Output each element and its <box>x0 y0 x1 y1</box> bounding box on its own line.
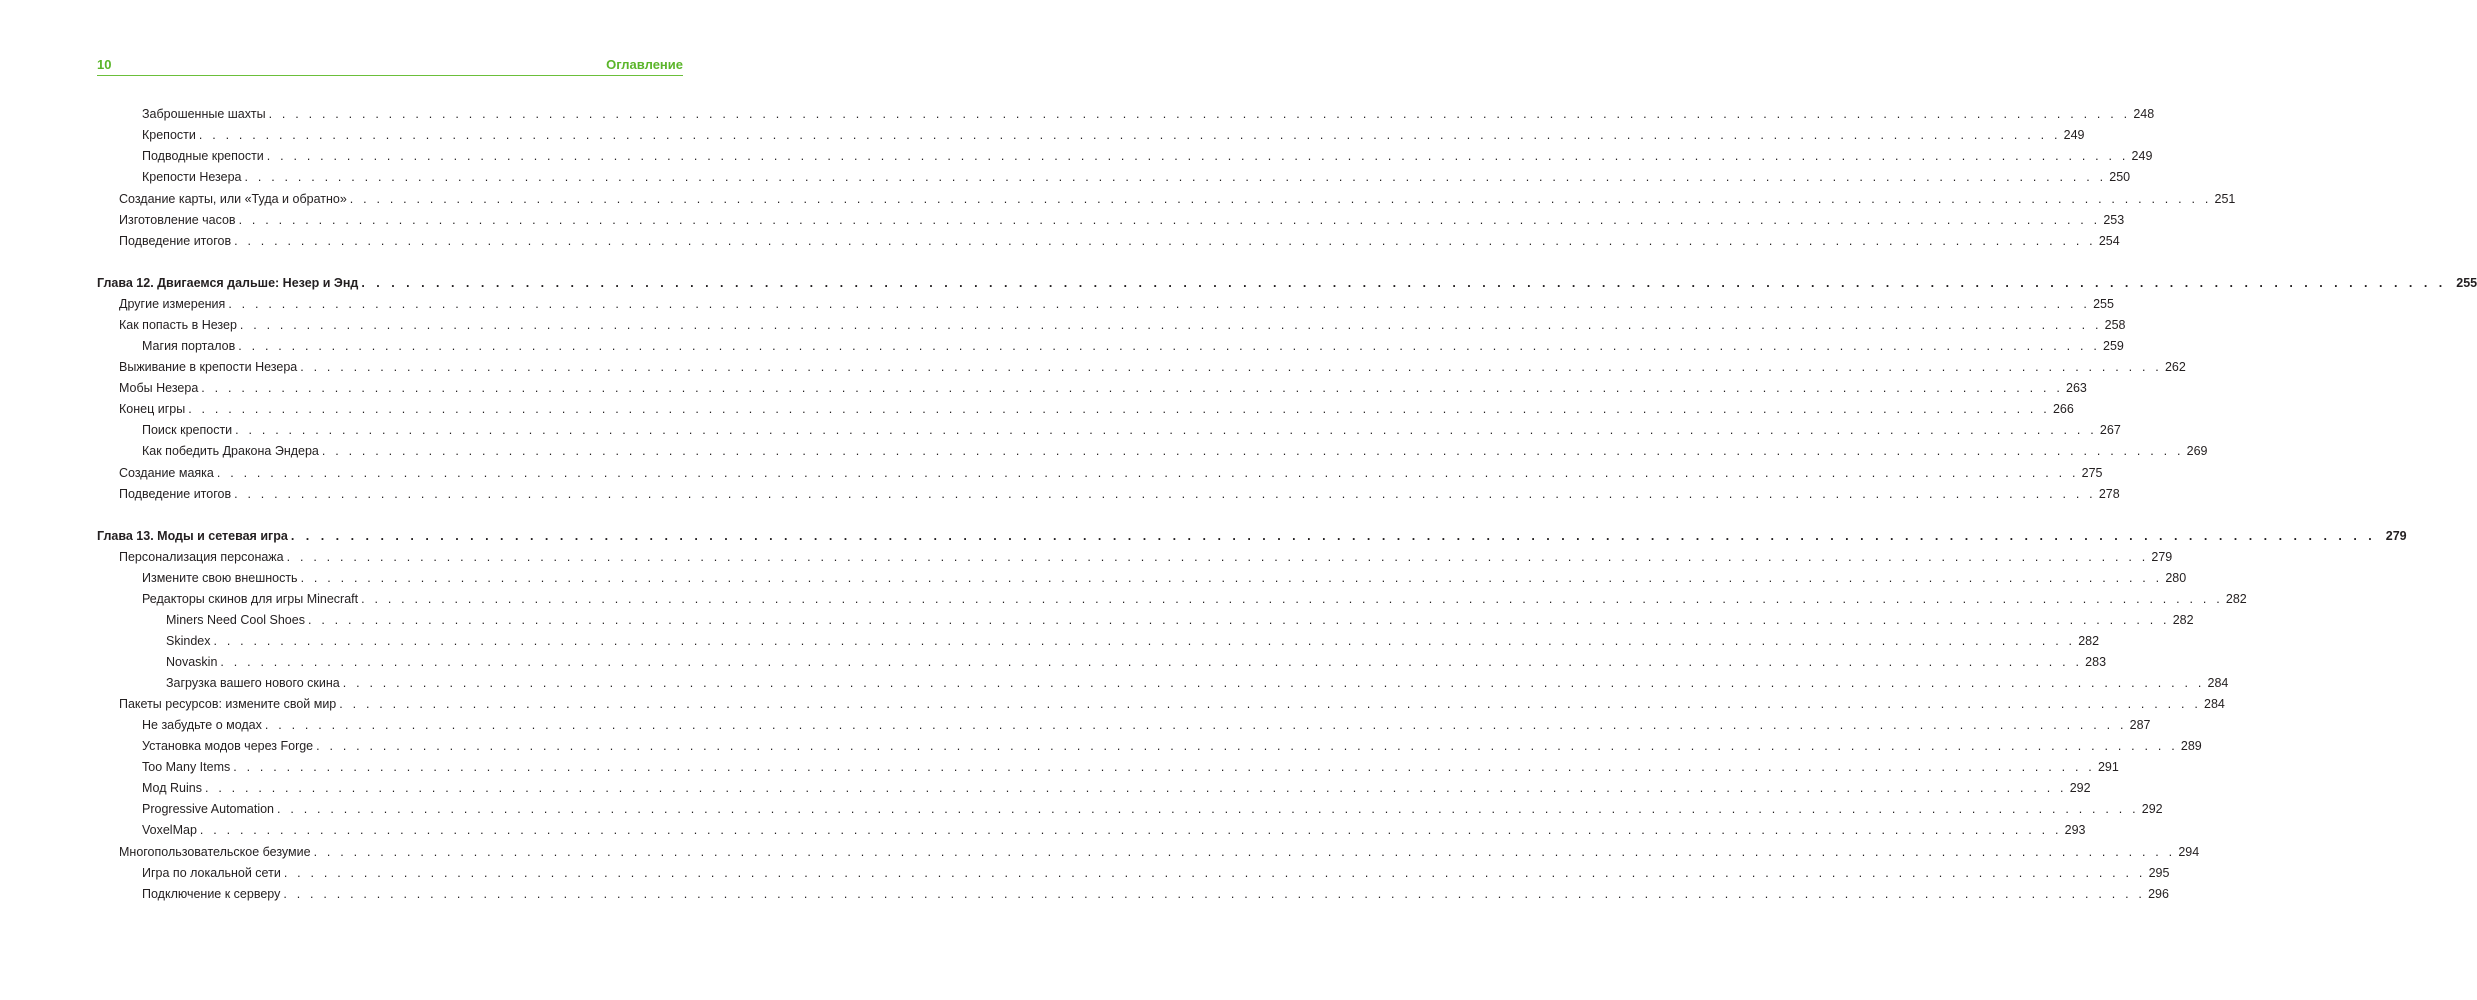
toc-page-number: 248 <box>2133 107 2155 121</box>
toc-leader-dots: . . . . . . . . . . . . . . . . . . . . . . . . . . . . . . . . . . . . . . . . . . . . . . . . . . . . . . . . . . . . . . . . . . . . . . . . . . . . . . . . . . . . . . . . . . . . . . . . . . . . . . . . . . . . . . . . . . . . . . . . . . . . . . . . . . . . . . . . . . . . <box>238 339 2100 353</box>
toc-leader-dots: . . . . . . . . . . . . . . . . . . . . . . . . . . . . . . . . . . . . . . . . . . . . . . . . . . . . . . . . . . . . . . . . . . . . . . . . . . . . . . . . . . . . . . . . . . . . . . . . . . . . . . . . . . . . . . . . . . . . . . . . . . . . . . . . . . . . . . . . . . . . <box>216 466 2079 480</box>
toc-entry-title: Глава 13. Моды и сетевая игра <box>97 529 288 543</box>
toc-entry-title: Изготовление часов <box>119 213 236 227</box>
toc-leader-dots: . . . . . . . . . . . . . . . . . . . . . . . . . . . . . . . . . . . . . . . . . . . . . . . . . . . . . . . . . . . . . . . . . . . . . . . . . . . . . . . . . . . . . . . . . . . . . . . . . . . . . . . . . . . . . . . . . . . . . . . . . . . . . . . . . . . . . . . . . . . . <box>349 192 2212 206</box>
toc-entry-title: Измените свою внешность <box>142 571 298 585</box>
toc-leader-dots: . . . . . . . . . . . . . . . . . . . . . . . . . . . . . . . . . . . . . . . . . . . . . . . . . . . . . . . . . . . . . . . . . . . . . . . . . . . . . . . . . . . . . . . . . . . . . . . . . . . . . . . . . . . . . . . . . . . . . . . . . . . . . . . . . . . . . . . . . . . . <box>220 655 2083 669</box>
toc-page-number: 293 <box>2064 823 2086 837</box>
toc-entry-title: Novaskin <box>166 655 218 669</box>
toc-entry-title: Конец игры <box>119 402 186 416</box>
toc-entry-title: Заброшенные шахты <box>142 107 266 121</box>
toc-entry-row <box>142 589 2247 609</box>
toc-leader-dots: . . . . . . . . . . . . . . . . . . . . . . . . . . . . . . . . . . . . . . . . . . . . . . . . . . . . . . . . . . . . . . . . . . . . . . . . . . . . . . . . . . . . . . . . . . . . . . . . . . . . . . . . . . . . . . . . . . . . . . . . . . . . . . . . . . . . . . . . . . . . <box>339 697 2201 711</box>
toc-entry-row <box>142 167 2131 187</box>
toc-entry-row <box>142 736 2202 756</box>
toc-page-number: 249 <box>2063 128 2085 142</box>
toc-entry-row <box>142 146 2153 166</box>
toc-entry-row <box>119 315 2126 335</box>
toc-entry-title: Подведение итогов <box>119 234 232 248</box>
toc-page-number: 296 <box>2148 887 2169 901</box>
toc-page-number: 284 <box>2207 676 2229 690</box>
toc-leader-dots: . . . . . . . . . . . . . . . . . . . . . . . . . . . . . . . . . . . . . . . . . . . . . . . . . . . . . . . . . . . . . . . . . . . . . . . . . . . . . . . . . . . . . . . . . . . . . . . . . . . . . . . . . . . . . . . . . . . . . . . . . . . . . . . . . . . . . . . . . . . . <box>307 613 2170 627</box>
toc-entry-row <box>142 104 2155 124</box>
toc-entry-row <box>142 884 2169 904</box>
toc-entry-row <box>119 399 2074 419</box>
toc-entry-row <box>166 673 2229 693</box>
toc-entry-row <box>119 547 2173 567</box>
toc-leader-dots: . . . . . . . . . . . . . . . . . . . . . . . . . . . . . . . . . . . . . . . . . . . . . . . . . . . . . . . . . . . . . . . . . . . . . . . . . . . . . . . . . . . . . . . . . . . . . . . . . . . . . . . . . . . . . . . . . . . . . . . . . . . . . . . . . . . . . . . . . . . . <box>204 781 2067 795</box>
toc-entry-row <box>166 610 2194 630</box>
toc-leader-dots: . . . . . . . . . . . . . . . . . . . . . . . . . . . . . . . . . . . . . . . . . . . . . . . . . . . . . . . . . . . . . . . . . . . . . . . . . . . . . . . . . . . . . . . . . . . . . . . . . . . . . . . . . . . . . . . . . . . . . . . . . . . . . . . . . . . . . . . . . . . . <box>266 149 2129 163</box>
toc-entry-row <box>119 210 2125 230</box>
toc-page-number: 250 <box>2109 170 2131 184</box>
toc-entry-row <box>119 463 2103 483</box>
toc-leader-dots: . . . . . . . . . . . . . . . . . . . . . . . . . . . . . . . . . . . . . . . . . . . . . . . . . . . . . . . . . . . . . . . . . . . . . . . . . . . . . . . . . . . . . . . . . . . . . . . . . . . . . . . . . . . . . . . . . . . . . . . . . . . . . . . . . . . . . . . . . . . . <box>238 213 2101 227</box>
toc-leader-dots: . . . . . . . . . . . . . . . . . . . . . . . . . . . . . . . . . . . . . . . . . . . . . . . . . . . . . . . . . . . . . . . . . . . . . . . . . . . . . . . . . . . . . . . . . . . . . . . . . . . . . . . . . . . . . . . . . . . . . . . . . . . . . . . . . . . . . . . . . . . . <box>290 529 2376 543</box>
toc-page-number: 280 <box>2165 571 2187 585</box>
toc-page-number: 279 <box>2151 550 2173 564</box>
toc-entry-row <box>119 484 2120 504</box>
toc-entry-title: VoxelMap <box>142 823 197 837</box>
toc-entry-title: Многопользовательское безумие <box>119 845 311 859</box>
toc-leader-dots: . . . . . . . . . . . . . . . . . . . . . . . . . . . . . . . . . . . . . . . . . . . . . . . . . . . . . . . . . . . . . . . . . . . . . . . . . . . . . . . . . . . . . . . . . . . . . . . . . . . . . . . . . . . . . . . . . . . . . . . . . . . . . . . . . . . . . . . . . . . . <box>188 402 2050 416</box>
toc-leader-dots: . . . . . . . . . . . . . . . . . . . . . . . . . . . . . . . . . . . . . . . . . . . . . . . . . . . . . . . . . . . . . . . . . . . . . . . . . . . . . . . . . . . . . . . . . . . . . . . . . . . . . . . . . . . . . . . . . . . . . . . . . . . . . . . . . . . . . . . . . . . . <box>268 107 2131 121</box>
toc-chapter-row <box>97 526 2407 546</box>
toc-entry-title: Мобы Незера <box>119 381 199 395</box>
toc-page-number: 259 <box>2103 339 2124 353</box>
toc-page-number: 294 <box>2178 845 2200 859</box>
toc-page-number: 253 <box>2103 213 2125 227</box>
toc-entry-title: Мод Ruins <box>142 781 202 795</box>
toc-page-number: 258 <box>2104 318 2126 332</box>
toc-leader-dots: . . . . . . . . . . . . . . . . . . . . . . . . . . . . . . . . . . . . . . . . . . . . . . . . . . . . . . . . . . . . . . . . . . . . . . . . . . . . . . . . . . . . . . . . . . . . . . . . . . . . . . . . . . . . . . . . . . . . . . . . . . . . . . . . . . . . . . . . . . . . <box>342 676 2205 690</box>
toc-entry-row <box>119 694 2225 714</box>
toc-entry-row <box>142 778 2091 798</box>
toc-entry-row <box>166 631 2100 651</box>
toc-page-number: 289 <box>2180 739 2202 753</box>
toc-entry-title: Крепости Незера <box>142 170 242 184</box>
toc-entry-title: Редакторы скинов для игры Minecraft <box>142 592 359 606</box>
toc-leader-dots: . . . . . . . . . . . . . . . . . . . . . . . . . . . . . . . . . . . . . . . . . . . . . . . . . . . . . . . . . . . . . . . . . . . . . . . . . . . . . . . . . . . . . . . . . . . . . . . . . . . . . . . . . . . . . . . . . . . . . . . . . . . . . . . . . . . . . . . . . . . . <box>213 634 2076 648</box>
toc-page-number: 279 <box>2385 529 2407 543</box>
toc-entry-title: Skindex <box>166 634 211 648</box>
toc-entry-row <box>142 568 2187 588</box>
toc-leader-dots: . . . . . . . . . . . . . . . . . . . . . . . . . . . . . . . . . . . . . . . . . . . . . . . . . . . . . . . . . . . . . . . . . . . . . . . . . . . . . . . . . . . . . . . . . . . . . . . . . . . . . . . . . . . . . . . . . . . . . . . . . . . . . . . . . . . . . . . . . . . . <box>313 845 2176 859</box>
toc-leader-dots: . . . . . . . . . . . . . . . . . . . . . . . . . . . . . . . . . . . . . . . . . . . . . . . . . . . . . . . . . . . . . . . . . . . . . . . . . . . . . . . . . . . . . . . . . . . . . . . . . . . . . . . . . . . . . . . . . . . . . . . . . . . . . . . . . . . . . . . . . . . . <box>300 571 2163 585</box>
toc-page-number: 292 <box>2069 781 2091 795</box>
toc-leader-dots: . . . . . . . . . . . . . . . . . . . . . . . . . . . . . . . . . . . . . . . . . . . . . . . . . . . . . . . . . . . . . . . . . . . . . . . . . . . . . . . . . . . . . . . . . . . . . . . . . . . . . . . . . . . . . . . . . . . . . . . . . . . . . . . . . . . . . . . . . . . . <box>244 170 2107 184</box>
toc-page-number: 282 <box>2078 634 2100 648</box>
toc-chapter-row <box>97 273 2477 293</box>
toc-entry-title: Персонализация персонажа <box>119 550 284 564</box>
toc-entry-title: Крепости <box>142 128 196 142</box>
toc-entry-title: Установка модов через Forge <box>142 739 314 753</box>
toc-entry-title: Создание маяка <box>119 466 214 480</box>
toc-leader-dots: . . . . . . . . . . . . . . . . . . . . . . . . . . . . . . . . . . . . . . . . . . . . . . . . . . . . . . . . . . . . . . . . . . . . . . . . . . . . . . . . . . . . . . . . . . . . . . . . . . . . . . . . . . . . . . . . . . . . . . . . . . . . . . . . . . . . . . . . . . . . <box>286 550 2149 564</box>
toc-page-number: 266 <box>2052 402 2074 416</box>
toc-page-number: 251 <box>2214 192 2236 206</box>
toc-page-number: 292 <box>2141 802 2163 816</box>
toc-leader-dots: . . . . . . . . . . . . . . . . . . . . . . . . . . . . . . . . . . . . . . . . . . . . . . . . . . . . . . . . . . . . . . . . . . . . . . . . . . . . . . . . . . . . . . . . . . . . . . . . . . . . . . . . . . . . . . . . . . . . . . . . . . . . . . . . . . . . . . . . . . . . <box>264 718 2127 732</box>
running-title: Оглавление <box>606 57 683 72</box>
toc-page-number: 295 <box>2148 866 2170 880</box>
toc-entry-row <box>142 863 2170 883</box>
toc-page-number: 262 <box>2164 360 2186 374</box>
toc-leader-dots: . . . . . . . . . . . . . . . . . . . . . . . . . . . . . . . . . . . . . . . . . . . . . . . . . . . . . . . . . . . . . . . . . . . . . . . . . . . . . . . . . . . . . . . . . . . . . . . . . . . . . . . . . . . . . . . . . . . . . . . . . . . . . . . . . . . . . . . . . . . . <box>361 592 2223 606</box>
toc-entry-title: Магия порталов <box>142 339 236 353</box>
page-header <box>97 57 683 75</box>
toc-entry-title: Подключение к серверу <box>142 887 281 901</box>
toc-entry-row <box>142 441 2208 461</box>
toc-page-number: 255 <box>2456 276 2477 290</box>
toc-entry-title: Пакеты ресурсов: измените свой мир <box>119 697 337 711</box>
toc-page-number: 291 <box>2097 760 2119 774</box>
toc-page-number: 278 <box>2098 487 2120 501</box>
toc-entry-row <box>119 189 2236 209</box>
toc-entry-row <box>119 357 2186 377</box>
toc-entry-title: Игра по локальной сети <box>142 866 281 880</box>
toc-entry-title: Miners Need Cool Shoes <box>166 613 305 627</box>
toc-leader-dots: . . . . . . . . . . . . . . . . . . . . . . . . . . . . . . . . . . . . . . . . . . . . . . . . . . . . . . . . . . . . . . . . . . . . . . . . . . . . . . . . . . . . . . . . . . . . . . . . . . . . . . . . . . . . . . . . . . . . . . . . . . . . . . . . . . . . . . . . . . . . <box>321 444 2184 458</box>
toc-leader-dots: . . . . . . . . . . . . . . . . . . . . . . . . . . . . . . . . . . . . . . . . . . . . . . . . . . . . . . . . . . . . . . . . . . . . . . . . . . . . . . . . . . . . . . . . . . . . . . . . . . . . . . . . . . . . . . . . . . . . . . . . . . . . . . . . . . . . . . . . . . . . <box>361 276 2447 290</box>
toc-leader-dots: . . . . . . . . . . . . . . . . . . . . . . . . . . . . . . . . . . . . . . . . . . . . . . . . . . . . . . . . . . . . . . . . . . . . . . . . . . . . . . . . . . . . . . . . . . . . . . . . . . . . . . . . . . . . . . . . . . . . . . . . . . . . . . . . . . . . . . . . . . . . <box>228 297 2091 311</box>
toc-entry-title: Подводные крепости <box>142 149 264 163</box>
toc-entry-row <box>142 336 2124 356</box>
toc-entry-row <box>142 757 2119 777</box>
toc-entry-row <box>166 652 2107 672</box>
toc-page-number: 269 <box>2186 444 2208 458</box>
toc-page-number: 275 <box>2081 466 2103 480</box>
toc-page-number: 284 <box>2204 697 2225 711</box>
toc-page-number: 287 <box>2129 718 2151 732</box>
toc-leader-dots: . . . . . . . . . . . . . . . . . . . . . . . . . . . . . . . . . . . . . . . . . . . . . . . . . . . . . . . . . . . . . . . . . . . . . . . . . . . . . . . . . . . . . . . . . . . . . . . . . . . . . . . . . . . . . . . . . . . . . . . . . . . . . . . . . . . . . . . . . . . . <box>239 318 2102 332</box>
toc-page-number: 255 <box>2093 297 2114 311</box>
toc-entry-title: Progressive Automation <box>142 802 275 816</box>
toc-leader-dots: . . . . . . . . . . . . . . . . . . . . . . . . . . . . . . . . . . . . . . . . . . . . . . . . . . . . . . . . . . . . . . . . . . . . . . . . . . . . . . . . . . . . . . . . . . . . . . . . . . . . . . . . . . . . . . . . . . . . . . . . . . . . . . . . . . . . . . . . . . . . <box>234 234 2096 248</box>
toc-leader-dots: . . . . . . . . . . . . . . . . . . . . . . . . . . . . . . . . . . . . . . . . . . . . . . . . . . . . . . . . . . . . . . . . . . . . . . . . . . . . . . . . . . . . . . . . . . . . . . . . . . . . . . . . . . . . . . . . . . . . . . . . . . . . . . . . . . . . . . . . . . . . <box>201 381 2064 395</box>
toc-entry-row <box>119 378 2087 398</box>
toc-entry-title: Подведение итогов <box>119 487 232 501</box>
toc-leader-dots: . . . . . . . . . . . . . . . . . . . . . . . . . . . . . . . . . . . . . . . . . . . . . . . . . . . . . . . . . . . . . . . . . . . . . . . . . . . . . . . . . . . . . . . . . . . . . . . . . . . . . . . . . . . . . . . . . . . . . . . . . . . . . . . . . . . . . . . . . . . . <box>198 128 2061 142</box>
toc-entry-row <box>142 420 2121 440</box>
toc-leader-dots: . . . . . . . . . . . . . . . . . . . . . . . . . . . . . . . . . . . . . . . . . . . . . . . . . . . . . . . . . . . . . . . . . . . . . . . . . . . . . . . . . . . . . . . . . . . . . . . . . . . . . . . . . . . . . . . . . . . . . . . . . . . . . . . . . . . . . . . . . . . . <box>234 487 2096 501</box>
toc-entry-row <box>119 294 2114 314</box>
toc-page-number: 254 <box>2098 234 2120 248</box>
toc-entry-row <box>142 820 2086 840</box>
toc-page-number: 282 <box>2225 592 2247 606</box>
toc-entry-title: Другие измерения <box>119 297 226 311</box>
toc-entry-title: Глава 12. Двигаемся дальше: Незер и Энд <box>97 276 359 290</box>
toc-entry-row <box>119 231 2120 251</box>
toc-page-number: 249 <box>2131 149 2153 163</box>
toc-leader-dots: . . . . . . . . . . . . . . . . . . . . . . . . . . . . . . . . . . . . . . . . . . . . . . . . . . . . . . . . . . . . . . . . . . . . . . . . . . . . . . . . . . . . . . . . . . . . . . . . . . . . . . . . . . . . . . . . . . . . . . . . . . . . . . . . . . . . . . . . . . . . <box>316 739 2178 753</box>
toc-leader-dots: . . . . . . . . . . . . . . . . . . . . . . . . . . . . . . . . . . . . . . . . . . . . . . . . . . . . . . . . . . . . . . . . . . . . . . . . . . . . . . . . . . . . . . . . . . . . . . . . . . . . . . . . . . . . . . . . . . . . . . . . . . . . . . . . . . . . . . . . . . . . <box>283 866 2146 880</box>
toc-leader-dots: . . . . . . . . . . . . . . . . . . . . . . . . . . . . . . . . . . . . . . . . . . . . . . . . . . . . . . . . . . . . . . . . . . . . . . . . . . . . . . . . . . . . . . . . . . . . . . . . . . . . . . . . . . . . . . . . . . . . . . . . . . . . . . . . . . . . . . . . . . . . <box>300 360 2162 374</box>
toc-entry-title: Загрузка вашего нового скина <box>166 676 340 690</box>
toc-entry-row <box>142 125 2085 145</box>
toc-leader-dots: . . . . . . . . . . . . . . . . . . . . . . . . . . . . . . . . . . . . . . . . . . . . . . . . . . . . . . . . . . . . . . . . . . . . . . . . . . . . . . . . . . . . . . . . . . . . . . . . . . . . . . . . . . . . . . . . . . . . . . . . . . . . . . . . . . . . . . . . . . . . <box>283 887 2146 901</box>
toc-leader-dots: . . . . . . . . . . . . . . . . . . . . . . . . . . . . . . . . . . . . . . . . . . . . . . . . . . . . . . . . . . . . . . . . . . . . . . . . . . . . . . . . . . . . . . . . . . . . . . . . . . . . . . . . . . . . . . . . . . . . . . . . . . . . . . . . . . . . . . . . . . . . <box>277 802 2139 816</box>
toc-entry-row <box>142 799 2163 819</box>
toc-entry-title: Too Many Items <box>142 760 231 774</box>
toc-page-number: 267 <box>2099 423 2121 437</box>
toc-page-number: 263 <box>2066 381 2087 395</box>
toc-entry-title: Не забудьте о модах <box>142 718 262 732</box>
toc-page-number: 282 <box>2172 613 2194 627</box>
toc-leader-dots: . . . . . . . . . . . . . . . . . . . . . . . . . . . . . . . . . . . . . . . . . . . . . . . . . . . . . . . . . . . . . . . . . . . . . . . . . . . . . . . . . . . . . . . . . . . . . . . . . . . . . . . . . . . . . . . . . . . . . . . . . . . . . . . . . . . . . . . . . . . . <box>199 823 2062 837</box>
header-rule <box>97 75 683 76</box>
page-number: 10 <box>97 57 112 72</box>
toc-entry-title: Выживание в крепости Незера <box>119 360 298 374</box>
toc-entry-title: Как победить Дракона Эндера <box>142 444 319 458</box>
toc-leader-dots: . . . . . . . . . . . . . . . . . . . . . . . . . . . . . . . . . . . . . . . . . . . . . . . . . . . . . . . . . . . . . . . . . . . . . . . . . . . . . . . . . . . . . . . . . . . . . . . . . . . . . . . . . . . . . . . . . . . . . . . . . . . . . . . . . . . . . . . . . . . . <box>235 423 2097 437</box>
toc-page-number: 283 <box>2085 655 2107 669</box>
toc-leader-dots: . . . . . . . . . . . . . . . . . . . . . . . . . . . . . . . . . . . . . . . . . . . . . . . . . . . . . . . . . . . . . . . . . . . . . . . . . . . . . . . . . . . . . . . . . . . . . . . . . . . . . . . . . . . . . . . . . . . . . . . . . . . . . . . . . . . . . . . . . . . . <box>233 760 2095 774</box>
toc-entry-title: Создание карты, или «Туда и обратно» <box>119 192 347 206</box>
toc-entry-title: Как попасть в Незер <box>119 318 237 332</box>
toc-entry-title: Поиск крепости <box>142 423 233 437</box>
toc-entry-row <box>142 715 2151 735</box>
toc-entry-row <box>119 842 2200 862</box>
